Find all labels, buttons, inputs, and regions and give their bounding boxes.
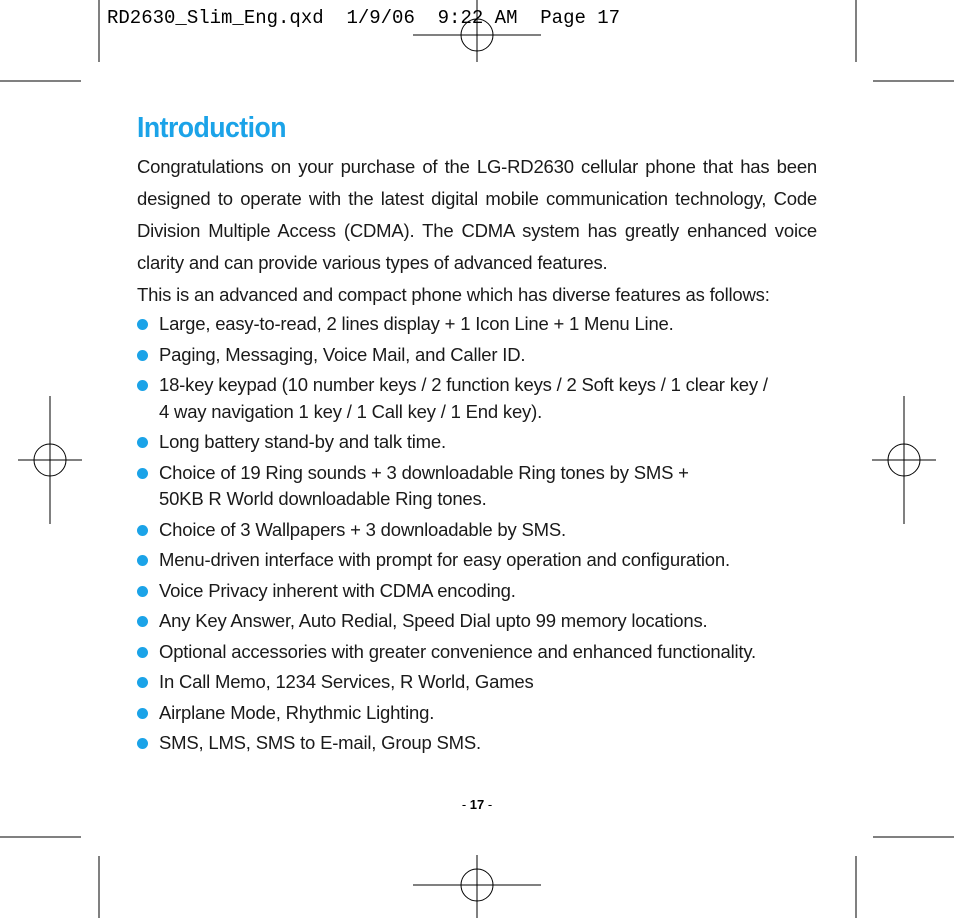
feature-text: Voice Privacy inherent with CDMA encoding. bbox=[159, 579, 516, 601]
feature-item bbox=[137, 669, 817, 696]
bullet-icon bbox=[137, 677, 148, 688]
bullet-icon bbox=[137, 319, 148, 330]
folio-suffix: - bbox=[484, 797, 493, 812]
feature-text: Optional accessories with greater convenience and enhanced functionality. bbox=[159, 640, 756, 662]
feature-item bbox=[137, 460, 817, 513]
bullet-icon bbox=[137, 555, 148, 566]
feature-item bbox=[137, 608, 817, 635]
bullet-icon bbox=[137, 738, 148, 749]
feature-item bbox=[137, 342, 817, 369]
page-number bbox=[0, 797, 954, 812]
feature-text: Paging, Messaging, Voice Mail, and Caller ID. bbox=[159, 343, 526, 365]
feature-item bbox=[137, 372, 817, 425]
feature-text: SMS, LMS, SMS to E-mail, Group SMS. bbox=[159, 732, 481, 753]
page-content bbox=[137, 112, 817, 761]
feature-item bbox=[137, 547, 817, 574]
page-title: Introduction bbox=[137, 112, 286, 144]
feature-item bbox=[137, 429, 817, 456]
bullet-icon bbox=[137, 647, 148, 658]
bullet-icon bbox=[137, 350, 148, 361]
feature-item bbox=[137, 730, 817, 757]
feature-text: In Call Memo, 1234 Services, R World, Games bbox=[159, 671, 534, 692]
bullet-icon bbox=[137, 525, 148, 536]
feature-item bbox=[137, 639, 817, 666]
feature-text: Large, easy-to-read, 2 lines display + 1 Icon Line + 1 Menu Line. bbox=[159, 313, 674, 334]
print-slug: RD2630_Slim_Eng.qxd 1/9/06 9:22 AM Page 17 bbox=[107, 7, 621, 29]
page-number-value: 17 bbox=[469, 797, 485, 812]
feature-text: 18-key keypad (10 number keys / 2 function keys / 2 Soft keys / 1 clear key / 4 way navigation 1 key / 1 Call key / 1 End key). bbox=[159, 374, 768, 422]
folio-prefix: - bbox=[461, 797, 470, 812]
feature-text: Long battery stand-by and talk time. bbox=[159, 431, 446, 452]
feature-list bbox=[137, 311, 817, 757]
intro-paragraph: Congratulations on your purchase of the LG-RD2630 cellular phone that has been designed to operate with the latest digital mobile communication technology, Code Division Multiple Access (CDMA). The CDMA system has greatly enhanced voice clarity and can provide various types of advanced features. bbox=[137, 156, 817, 273]
bullet-icon bbox=[137, 437, 148, 448]
feature-item bbox=[137, 578, 817, 605]
features-lead: This is an advanced and compact phone which has diverse features as follows: bbox=[137, 284, 770, 305]
feature-text: Any Key Answer, Auto Redial, Speed Dial upto 99 memory locations. bbox=[159, 610, 708, 631]
feature-text: Menu-driven interface with prompt for easy operation and configuration. bbox=[159, 549, 730, 570]
bullet-icon bbox=[137, 468, 148, 479]
feature-item bbox=[137, 700, 817, 727]
feature-text: Airplane Mode, Rhythmic Lighting. bbox=[159, 701, 435, 723]
feature-item bbox=[137, 517, 817, 544]
bullet-icon bbox=[137, 616, 148, 627]
bullet-icon bbox=[137, 380, 148, 391]
feature-text: Choice of 19 Ring sounds + 3 downloadable Ring tones by SMS + 50KB R World downloadable Ring tones. bbox=[159, 461, 689, 509]
feature-text: Choice of 3 Wallpapers + 3 downloadable by SMS. bbox=[159, 518, 566, 540]
bullet-icon bbox=[137, 586, 148, 597]
feature-item bbox=[137, 311, 817, 338]
bullet-icon bbox=[137, 708, 148, 719]
